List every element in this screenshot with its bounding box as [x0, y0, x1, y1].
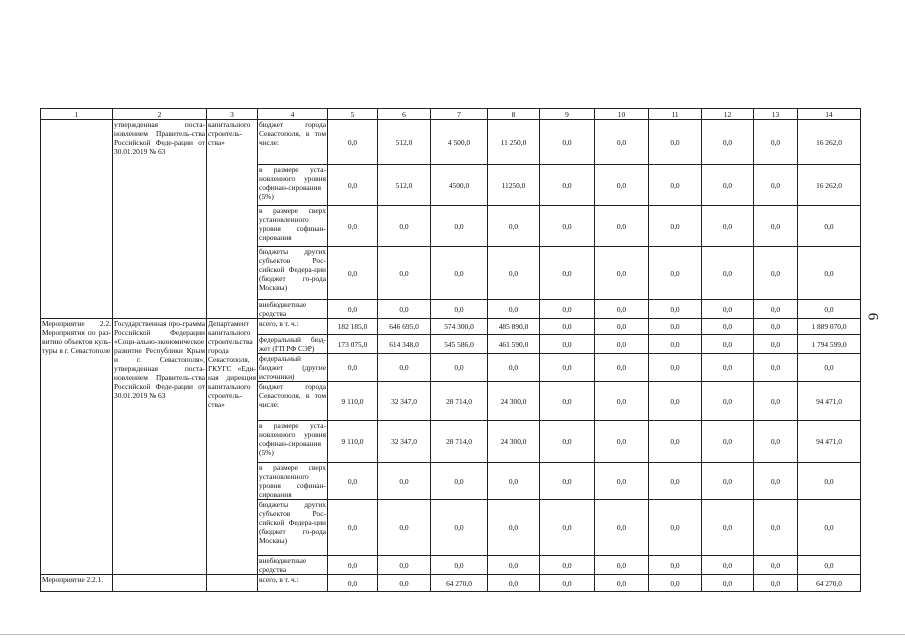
funding-source-label: федеральный бюджет (другие источники) [259, 354, 326, 381]
amount-cell: 0,0 [649, 354, 702, 382]
amount-cell: 0,0 [328, 247, 378, 300]
amount-cell: 32 347,0 [378, 382, 431, 421]
amount-cell: 0,0 [378, 300, 431, 319]
amount-cell: 0,0 [702, 206, 754, 247]
amount-cell: 0,0 [702, 556, 754, 575]
amount-cell: 9 110,0 [328, 421, 378, 463]
amount-cell: 0,0 [378, 556, 431, 575]
cell-col3: капитального строитель-ства» [207, 120, 258, 319]
amount-cell: 182 185,0 [328, 319, 378, 335]
amount-cell: 0,0 [798, 500, 861, 556]
amount-cell: 0,0 [595, 335, 649, 354]
amount-cell: 0,0 [488, 556, 540, 575]
amount-cell: 512,0 [378, 120, 431, 165]
amount-cell: 11250,0 [488, 165, 540, 206]
amount-cell: 0,0 [754, 335, 798, 354]
amount-cell: 0,0 [649, 206, 702, 247]
table-row [41, 575, 861, 592]
amount-cell: 0,0 [540, 382, 595, 421]
funding-source-label: внебюджетные средства [258, 300, 328, 319]
scan-edge [0, 634, 905, 635]
amount-cell: 0,0 [378, 247, 431, 300]
column-number: 10 [595, 109, 649, 120]
amount-cell: 0,0 [431, 500, 488, 556]
amount-cell: 0,0 [649, 247, 702, 300]
amount-cell: 0,0 [702, 165, 754, 206]
amount-cell: 0,0 [702, 120, 754, 165]
amount-cell: 16 262,0 [798, 165, 861, 206]
amount-cell: 0,0 [595, 575, 649, 592]
amount-cell: 0,0 [595, 247, 649, 300]
amount-cell: 0,0 [540, 421, 595, 463]
amount-cell: 0,0 [702, 382, 754, 421]
amount-cell: 0,0 [328, 120, 378, 165]
amount-cell: 0,0 [378, 500, 431, 556]
amount-cell: 0,0 [488, 206, 540, 247]
amount-cell: 0,0 [649, 575, 702, 592]
funding-source-label: бюджет города Севастополя, в том числе: [258, 120, 328, 165]
cell-col2 [113, 575, 207, 592]
amount-cell: 0,0 [328, 206, 378, 247]
amount-cell: 1 794 599,0 [798, 335, 861, 354]
amount-cell: 0,0 [798, 556, 861, 575]
amount-cell: 0,0 [754, 247, 798, 300]
funding-source-label: в размере уста-новленного уровня софинан-сирования (5%) [258, 165, 328, 206]
amount-cell: 0,0 [754, 354, 798, 382]
table-row [41, 319, 861, 335]
cell-col1: Мероприятие 2.2.1. [41, 575, 113, 592]
amount-cell: 0,0 [540, 556, 595, 575]
funding-source-label: бюджеты других субъектов Рос-сийской Федера-ции (бюджет го-рода Москвы) [258, 247, 328, 300]
amount-cell: 0,0 [540, 500, 595, 556]
cell-col1: Мероприятие 2.2. Мероприятия по раз-витию объектов куль-туры в г. Севастополе [41, 319, 113, 575]
cell-col1 [41, 120, 113, 319]
amount-cell: 0,0 [649, 319, 702, 335]
amount-cell: 0,0 [649, 463, 702, 500]
amount-cell: 0,0 [328, 463, 378, 500]
amount-cell: 0,0 [540, 335, 595, 354]
amount-cell: 24 300,0 [488, 382, 540, 421]
column-number: 14 [798, 109, 861, 120]
amount-cell: 614 348,0 [378, 335, 431, 354]
amount-cell: 0,0 [702, 421, 754, 463]
amount-cell: 0,0 [702, 335, 754, 354]
page-number: 6 [864, 312, 881, 321]
amount-cell: 0,0 [540, 165, 595, 206]
amount-cell: 28 714,0 [431, 421, 488, 463]
amount-cell: 0,0 [595, 206, 649, 247]
cell-col3: Департамент капитального строительства города Севастополя, ГКУГС «Еди-ная дирекция капитального строитель-ства» [207, 319, 258, 575]
amount-cell: 0,0 [378, 206, 431, 247]
amount-cell: 0,0 [702, 247, 754, 300]
amount-cell: 0,0 [595, 165, 649, 206]
amount-cell: 0,0 [488, 500, 540, 556]
amount-cell: 0,0 [649, 165, 702, 206]
amount-cell: 32 347,0 [378, 421, 431, 463]
amount-cell: 0,0 [488, 300, 540, 319]
amount-cell: 0,0 [649, 120, 702, 165]
cell-col2: Государственная про-грамма Российской Федерации «Соци-ально-экономическое развитие Республики Крым и г. Севастополя», утвержденная поста-новлением Правитель-ства Российской Феде-рации от 30.01.2019 № 63 [113, 319, 207, 575]
amount-cell: 0,0 [488, 247, 540, 300]
amount-cell: 64 270,0 [798, 575, 861, 592]
amount-cell: 0,0 [540, 354, 595, 382]
amount-cell: 485 890,0 [488, 319, 540, 335]
amount-cell: 94 471,0 [798, 382, 861, 421]
amount-cell: 0,0 [431, 463, 488, 500]
amount-cell: 0,0 [431, 300, 488, 319]
funding-source-label: в размере сверх установленного уровня софинан-сирования [259, 463, 326, 499]
amount-cell: 0,0 [702, 500, 754, 556]
cell-col3 [207, 575, 258, 592]
column-number: 13 [754, 109, 798, 120]
amount-cell: 0,0 [798, 206, 861, 247]
column-number: 1 [41, 109, 113, 120]
amount-cell: 0,0 [431, 247, 488, 300]
table-row [41, 120, 861, 165]
amount-cell: 0,0 [595, 421, 649, 463]
cell-col2: утвержденная поста-новлением Правитель-ства Российской Феде-рации от 30.01.2019 № 63 [113, 120, 207, 319]
amount-cell: 0,0 [798, 463, 861, 500]
amount-cell: 4500,0 [431, 165, 488, 206]
amount-cell: 0,0 [540, 120, 595, 165]
amount-cell: 0,0 [378, 354, 431, 382]
amount-cell: 24 300,0 [488, 421, 540, 463]
funding-source-label: в размере сверх установленного уровня софинан-сирования [258, 206, 328, 247]
amount-cell: 0,0 [540, 463, 595, 500]
amount-cell: 0,0 [488, 354, 540, 382]
column-number: 6 [378, 109, 431, 120]
amount-cell: 0,0 [595, 463, 649, 500]
amount-cell: 0,0 [649, 335, 702, 354]
column-number: 3 [207, 109, 258, 120]
amount-cell: 0,0 [488, 463, 540, 500]
funding-source-label: в размере уста-новленного уровня софинан-сирования (5%) [258, 421, 328, 463]
amount-cell: 0,0 [431, 354, 488, 382]
amount-cell: 0,0 [754, 382, 798, 421]
amount-cell: 1 889 070,0 [798, 319, 861, 335]
amount-cell: 0,0 [540, 300, 595, 319]
amount-cell: 0,0 [540, 247, 595, 300]
amount-cell: 0,0 [798, 247, 861, 300]
column-number: 9 [540, 109, 595, 120]
amount-cell: 0,0 [754, 120, 798, 165]
amount-cell: 0,0 [595, 556, 649, 575]
funding-source-label: федеральный бюд-жет (ГП РФ СЭР) [259, 335, 326, 353]
amount-cell: 28 714,0 [431, 382, 488, 421]
funding-source-label: бюджет города Севастополя, в том числе: [258, 382, 328, 421]
funding-source-label: бюджеты других субъектов Рос-сийской Федера-ции (бюджет го-рода Москвы) [258, 500, 328, 556]
amount-cell: 0,0 [754, 500, 798, 556]
amount-cell: 4 500,0 [431, 120, 488, 165]
amount-cell: 0,0 [540, 206, 595, 247]
amount-cell: 0,0 [754, 165, 798, 206]
amount-cell: 0,0 [378, 463, 431, 500]
amount-cell: 0,0 [649, 300, 702, 319]
column-number: 5 [328, 109, 378, 120]
amount-cell: 0,0 [378, 575, 431, 592]
amount-cell: 0,0 [649, 382, 702, 421]
amount-cell: 9 110,0 [328, 382, 378, 421]
amount-cell: 0,0 [702, 300, 754, 319]
amount-cell: 0,0 [540, 319, 595, 335]
amount-cell: 173 075,0 [328, 335, 378, 354]
amount-cell: 0,0 [328, 575, 378, 592]
amount-cell: 0,0 [328, 556, 378, 575]
amount-cell: 0,0 [754, 575, 798, 592]
funding-source-label: всего, в т. ч.: [258, 575, 328, 592]
amount-cell: 16 262,0 [798, 120, 861, 165]
amount-cell: 0,0 [702, 319, 754, 335]
amount-cell: 0,0 [488, 575, 540, 592]
amount-cell: 0,0 [649, 556, 702, 575]
amount-cell: 0,0 [702, 354, 754, 382]
amount-cell: 0,0 [754, 556, 798, 575]
column-number: 12 [702, 109, 754, 120]
amount-cell: 0,0 [328, 300, 378, 319]
amount-cell: 0,0 [431, 206, 488, 247]
amount-cell: 545 586,0 [431, 335, 488, 354]
amount-cell: 0,0 [754, 300, 798, 319]
amount-cell: 0,0 [328, 354, 378, 382]
amount-cell: 0,0 [649, 421, 702, 463]
amount-cell: 0,0 [754, 421, 798, 463]
amount-cell: 461 590,0 [488, 335, 540, 354]
amount-cell: 0,0 [798, 354, 861, 382]
amount-cell: 0,0 [595, 319, 649, 335]
amount-cell: 0,0 [540, 575, 595, 592]
amount-cell: 0,0 [595, 382, 649, 421]
amount-cell: 0,0 [754, 319, 798, 335]
amount-cell: 11 250,0 [488, 120, 540, 165]
amount-cell: 0,0 [328, 165, 378, 206]
amount-cell: 0,0 [702, 575, 754, 592]
column-number: 7 [431, 109, 488, 120]
amount-cell: 0,0 [595, 354, 649, 382]
amount-cell: 0,0 [649, 500, 702, 556]
amount-cell: 64 270,0 [431, 575, 488, 592]
funding-source-label: внебюджетные средства [258, 556, 328, 575]
amount-cell: 512,0 [378, 165, 431, 206]
amount-cell: 0,0 [595, 500, 649, 556]
amount-cell: 0,0 [754, 463, 798, 500]
amount-cell: 0,0 [798, 300, 861, 319]
column-number: 8 [488, 109, 540, 120]
amount-cell: 94 471,0 [798, 421, 861, 463]
column-number: 11 [649, 109, 702, 120]
amount-cell: 0,0 [702, 463, 754, 500]
amount-cell: 0,0 [595, 300, 649, 319]
amount-cell: 0,0 [754, 206, 798, 247]
column-number: 2 [113, 109, 207, 120]
budget-table [40, 108, 861, 592]
funding-source-label: всего, в т. ч.: [258, 319, 328, 335]
column-number: 4 [258, 109, 328, 120]
amount-cell: 0,0 [595, 120, 649, 165]
header-row [41, 109, 861, 120]
amount-cell: 0,0 [431, 556, 488, 575]
amount-cell: 574 300,0 [431, 319, 488, 335]
amount-cell: 0,0 [328, 500, 378, 556]
amount-cell: 646 695,0 [378, 319, 431, 335]
